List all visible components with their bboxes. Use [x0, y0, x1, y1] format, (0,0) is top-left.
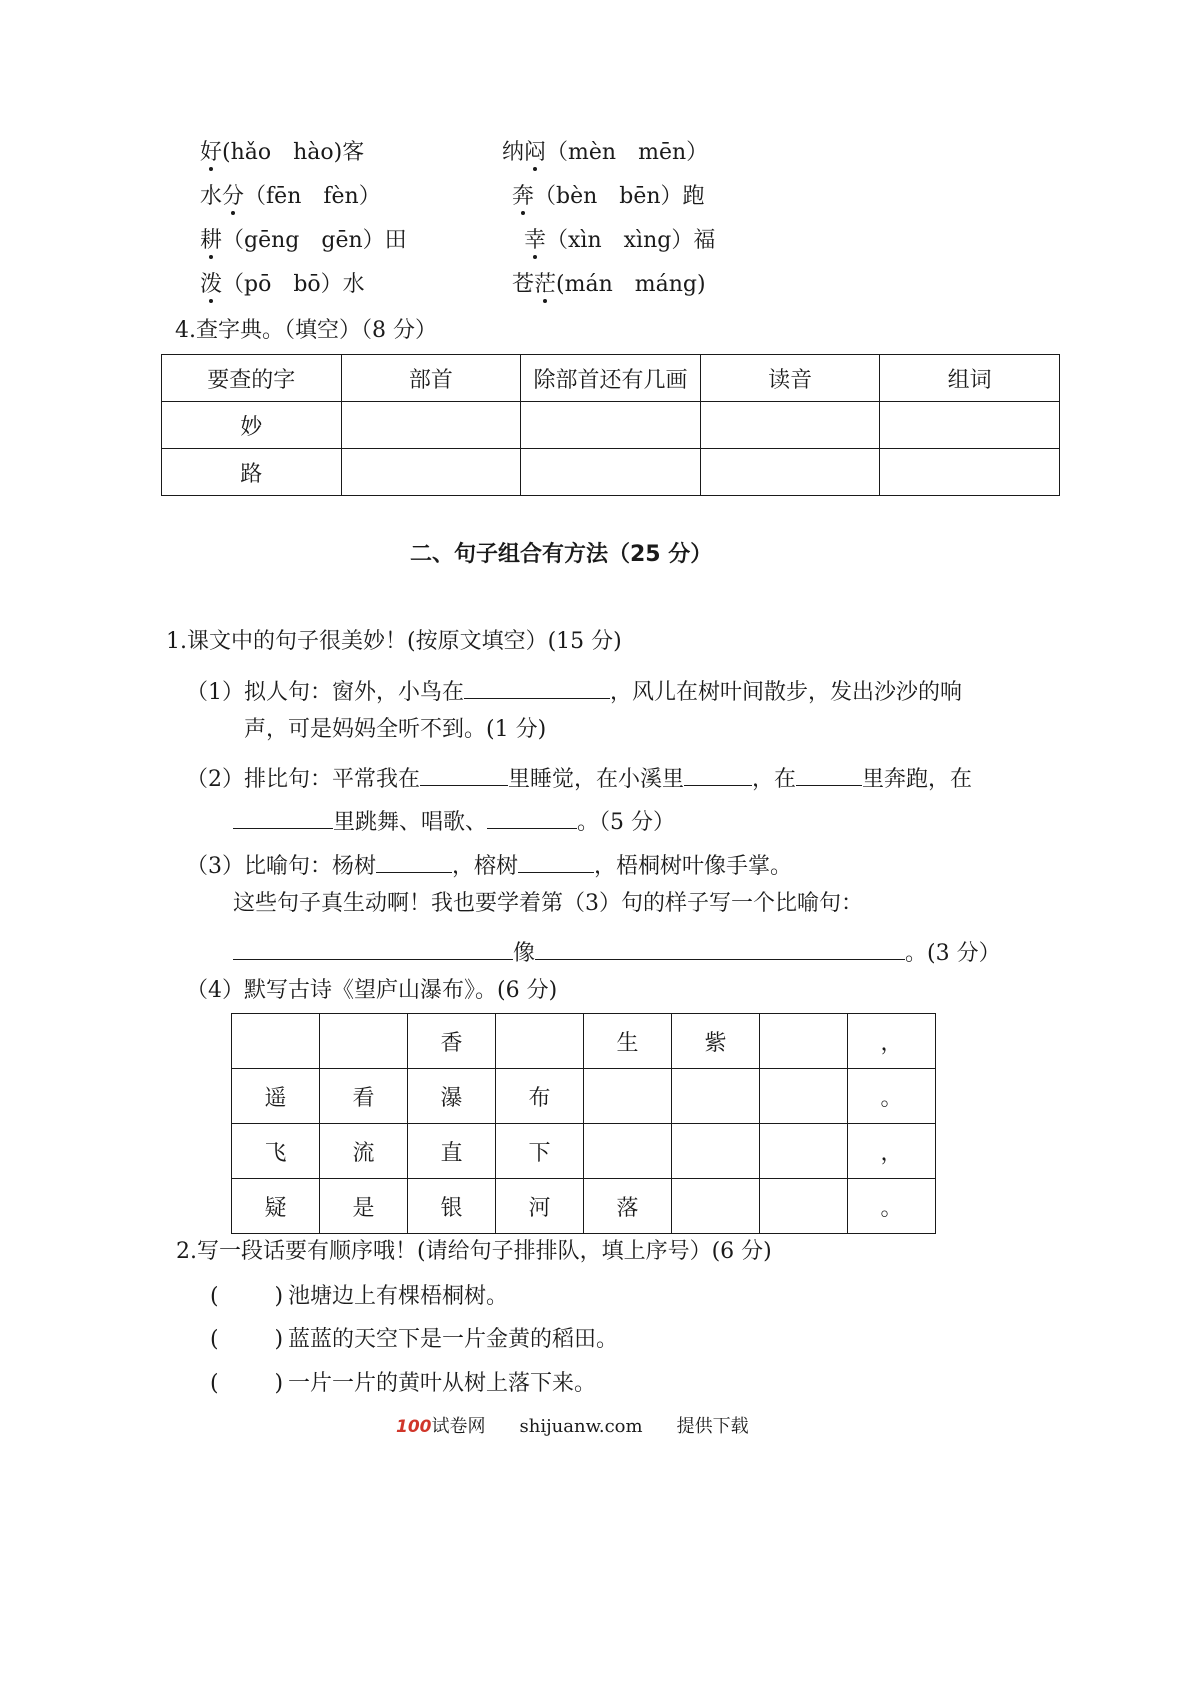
poem-cell: 飞 [232, 1124, 320, 1179]
answer-cell[interactable] [700, 402, 880, 449]
dotted-char: 耕 [200, 228, 223, 253]
poem-cell: 流 [320, 1124, 408, 1179]
pinyin-item-1-left: 好(hǎo hào)客 [200, 140, 365, 165]
poem-cell: 看 [320, 1069, 408, 1124]
poem-cell: 紫 [672, 1014, 760, 1069]
poem-row [232, 1014, 936, 1069]
pinyin-item-4-left: 泼（pō bō）水 [200, 272, 365, 297]
fill-blank[interactable] [233, 806, 333, 829]
order-blank[interactable]: ( ) [210, 1327, 284, 1352]
poem-cell[interactable] [760, 1014, 848, 1069]
site-url: shijuanw.com [519, 1416, 643, 1437]
poem-cell[interactable] [232, 1014, 320, 1069]
pinyin-item-4-right: 苍茫(mán máng) [512, 272, 706, 297]
poem-cell[interactable] [672, 1179, 760, 1234]
poem-row [232, 1069, 936, 1124]
poem-cell: 直 [408, 1124, 496, 1179]
fill-blank[interactable] [487, 806, 577, 829]
site-logo: 100 [396, 1417, 432, 1437]
s1-p3-line3: 像 。(3 分） [233, 937, 1001, 965]
dotted-char: 分 [222, 184, 245, 209]
poem-cell-punct: ， [848, 1124, 936, 1179]
page-footer [396, 1418, 749, 1436]
pinyin-item-1-right: 纳闷（mèn mēn） [502, 140, 709, 165]
s1-p1-line1: （1）拟人句：窗外，小鸟在 ，风儿在树叶间散步，发出沙沙的响 [186, 676, 962, 704]
fill-blank[interactable] [518, 850, 594, 873]
dictionary-table [161, 354, 1060, 496]
header-cell: 读音 [700, 355, 880, 402]
answer-cell[interactable] [880, 402, 1060, 449]
pinyin-item-3-right: 幸（xìn xìng）福 [524, 228, 716, 253]
dotted-char: 闷 [524, 140, 547, 165]
header-cell: 部首 [341, 355, 521, 402]
s1-p2-line2: 里跳舞、唱歌、 。（5 分） [233, 806, 675, 834]
poem-cell: 疑 [232, 1179, 320, 1234]
poem-cell: 遥 [232, 1069, 320, 1124]
answer-cell[interactable] [521, 402, 701, 449]
order-blank[interactable]: ( ) [210, 1371, 284, 1396]
s2-title: 2.写一段话要有顺序哦！(请给句子排排队，填上序号）(6 分) [176, 1239, 772, 1264]
answer-cell[interactable] [341, 449, 521, 496]
header-cell: 要查的字 [162, 355, 342, 402]
pinyin-item-2-left: 水分（fēn fèn） [200, 184, 381, 209]
header-cell: 组词 [880, 355, 1060, 402]
poem-cell[interactable] [672, 1069, 760, 1124]
fill-blank[interactable] [535, 937, 905, 960]
poem-cell: 香 [408, 1014, 496, 1069]
table-row [162, 402, 1060, 449]
fill-blank[interactable] [684, 763, 752, 786]
s1-title: 1.课文中的句子很美妙！(按原文填空）(15 分) [166, 629, 622, 654]
fill-blank[interactable] [464, 676, 610, 699]
table-header-row [162, 355, 1060, 402]
answer-cell[interactable] [521, 449, 701, 496]
poem-row [232, 1179, 936, 1234]
order-item-1: ( ) 池塘边上有棵梧桐树。 [210, 1284, 509, 1309]
poem-cell[interactable] [584, 1069, 672, 1124]
poem-cell: 布 [496, 1069, 584, 1124]
poem-cell: 瀑 [408, 1069, 496, 1124]
dotted-char: 好 [200, 140, 223, 165]
download-note: 提供下载 [676, 1416, 749, 1437]
order-item-3: ( ) 一片一片的黄叶从树上落下来。 [210, 1371, 597, 1396]
answer-cell[interactable] [880, 449, 1060, 496]
s1-p3-line1: （3）比喻句：杨树 ，榕树 ，梧桐树叶像手掌。 [186, 850, 792, 878]
poem-cell[interactable] [760, 1069, 848, 1124]
poem-cell[interactable] [672, 1124, 760, 1179]
char-cell: 路 [162, 449, 342, 496]
table-row [162, 449, 1060, 496]
poem-cell: 生 [584, 1014, 672, 1069]
poem-cell[interactable] [760, 1179, 848, 1234]
poem-cell: 落 [584, 1179, 672, 1234]
fill-blank[interactable] [420, 763, 508, 786]
dotted-char: 奔 [512, 184, 535, 209]
fill-blank[interactable] [233, 937, 513, 960]
fill-blank[interactable] [796, 763, 862, 786]
q4-title: 4.查字典。（填空）（8 分） [175, 318, 437, 343]
order-item-2: ( ) 蓝蓝的天空下是一片金黄的稻田。 [210, 1327, 619, 1352]
s1-p1-line2: 声，可是妈妈全听不到。(1 分) [244, 717, 547, 742]
dotted-char: 茫 [534, 272, 557, 297]
poem-cell[interactable] [584, 1124, 672, 1179]
site-name: 试卷网 [431, 1416, 486, 1437]
poem-grid [231, 1013, 936, 1234]
poem-cell: 下 [496, 1124, 584, 1179]
poem-cell-punct: 。 [848, 1179, 936, 1234]
poem-cell[interactable] [496, 1014, 584, 1069]
poem-cell-punct: 。 [848, 1069, 936, 1124]
poem-cell: 河 [496, 1179, 584, 1234]
pinyin-item-2-right: 奔（bèn bēn）跑 [512, 184, 705, 209]
dotted-char: 幸 [524, 228, 547, 253]
fill-blank[interactable] [376, 850, 452, 873]
poem-cell-punct: ， [848, 1014, 936, 1069]
header-cell: 除部首还有几画 [521, 355, 701, 402]
s1-p4-title: （4）默写古诗《望庐山瀑布》。(6 分) [186, 978, 558, 1003]
poem-cell: 是 [320, 1179, 408, 1234]
poem-cell[interactable] [320, 1014, 408, 1069]
poem-row [232, 1124, 936, 1179]
poem-cell[interactable] [760, 1124, 848, 1179]
order-blank[interactable]: ( ) [210, 1284, 284, 1309]
poem-cell: 银 [408, 1179, 496, 1234]
dotted-char: 泼 [200, 272, 223, 297]
pinyin-item-3-left: 耕（gēng gēn）田 [200, 228, 407, 253]
s1-p2-line1: （2）排比句：平常我在 里睡觉，在小溪里 ，在 里奔跑，在 [186, 763, 972, 791]
section-heading: 二、句子组合有方法（25 分） [410, 542, 713, 567]
s1-p3-line2: 这些句子真生动啊！我也要学着第（3）句的样子写一个比喻句： [233, 891, 863, 916]
char-cell: 妙 [162, 402, 342, 449]
answer-cell[interactable] [700, 449, 880, 496]
answer-cell[interactable] [341, 402, 521, 449]
